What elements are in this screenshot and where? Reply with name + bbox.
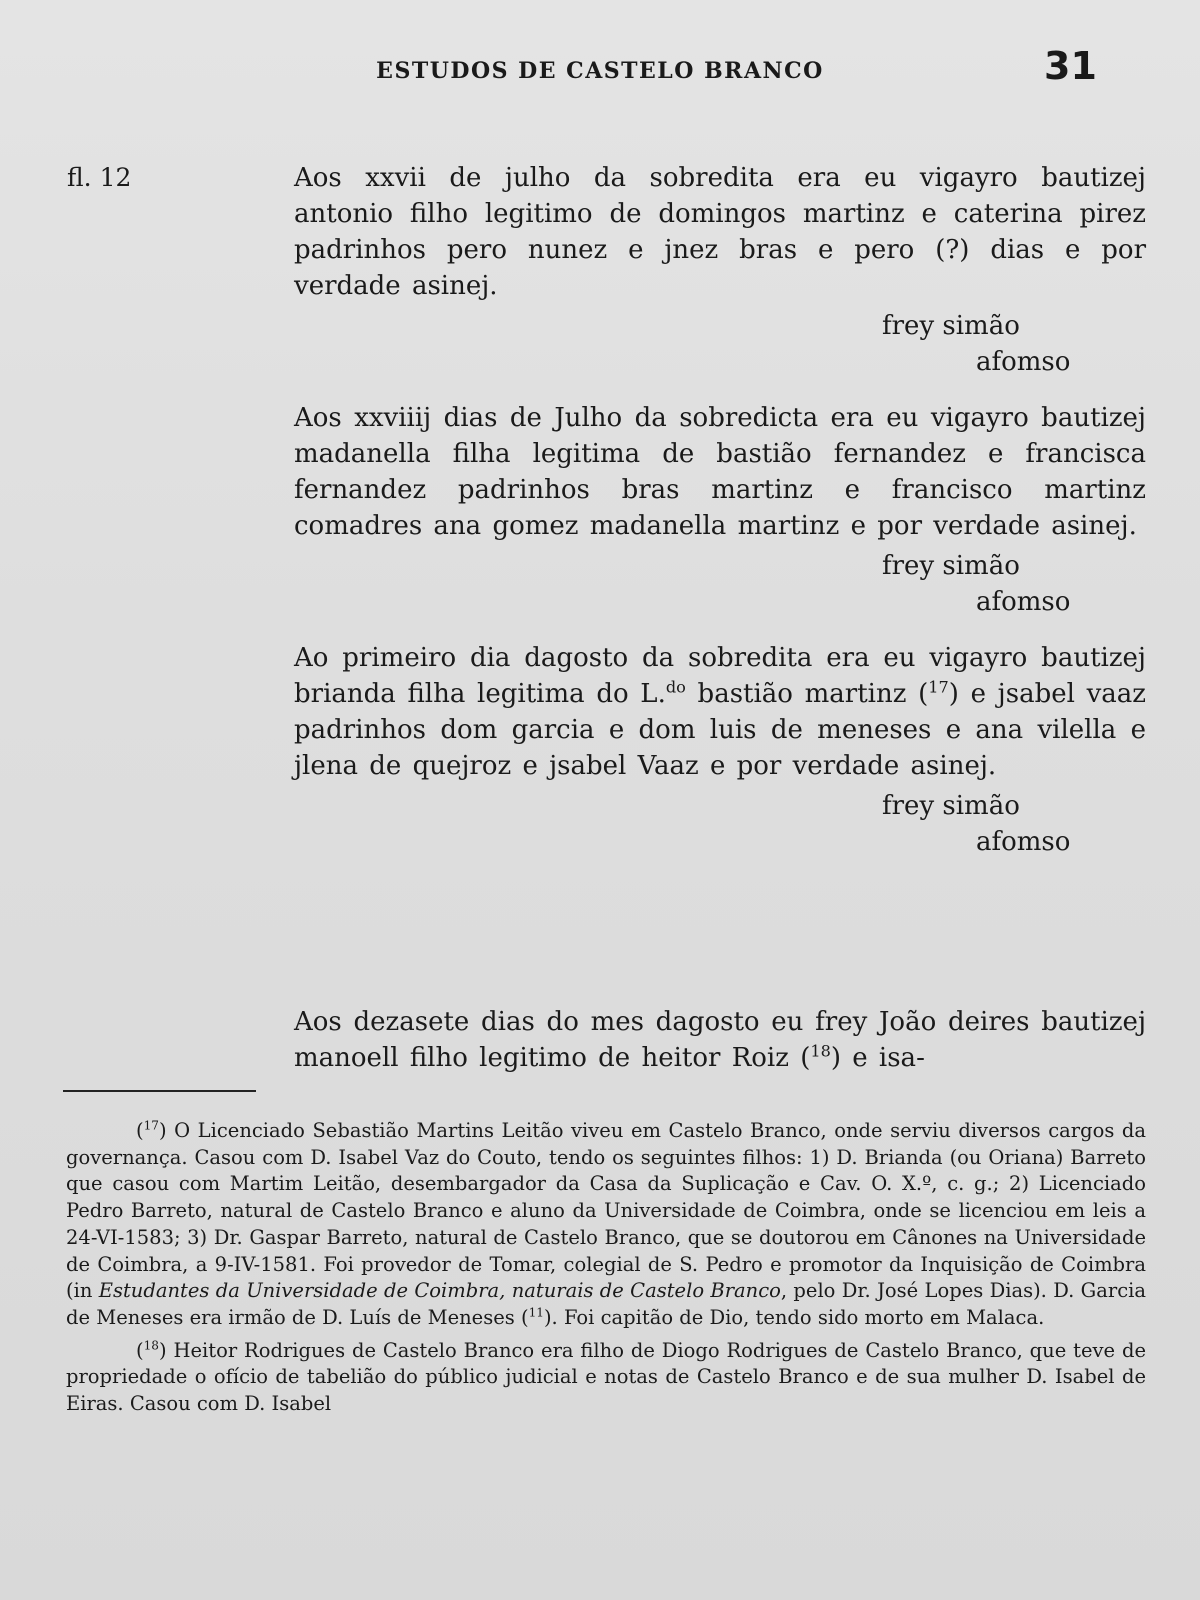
entry-text-part: bastião martinz ( — [685, 679, 929, 709]
footnote-18: ($^{18}$) Heitor Rodrigues de Castelo Branco era filho de Diogo Rodrigues de Castelo Branco, que teve de propriedade o ofício de tabelião do público judicial e notas de Castelo Branco e de sua mulher D. Isabel de Eiras. Casou com D. Isabel — [66, 1338, 1146, 1416]
footnote-ref: 17 — [928, 677, 949, 697]
signature-block — [294, 788, 1146, 860]
entry-text-part: ) e jsabel vaaz padrinhos dom garcia e dom luis de meneses e ana vilella e jlena de quejroz e jsabel Vaaz e por verdade asinej. — [294, 679, 1146, 781]
continued-entry-text — [294, 1004, 1146, 1076]
footnote-text: , pelo Dr. José Lopes Dias). D. Garcia de Meneses era irmão de D. Luís de Meneses ( — [66, 1279, 1146, 1329]
signature-surname: afomso — [976, 587, 1071, 617]
footnote-17: ($^{17}$) O Licenciado Sebastião Martins Leitão viveu em Castelo Branco, onde serviu diversos cargos da governança. Casou com D. Isabel Vaz do Couto, tendo os seguintes filhos: 1) D. Brianda (ou Oriana) Barreto que casou com Martim Leitão, desembargador da Casa da Suplicação e Cav. O. X.º, c. g.; 2) Licenciado Pedro Barreto, natural de Castelo Branco e aluno da Universidade de Coimbra, onde se licenciou em leis a 24-VI-1583; 3) Dr. Gaspar Barreto, natural de Castelo Branco, que se doutorou em Cânones na Universidade de Coimbra, a 9-IV-1581. Foi provedor de Tomar, colegial de S. Pedro e promotor da Inquisição de Coimbra (in Estudantes da Universidade de Coimbra, naturais de Castelo Branco, pelo Dr. José Lopes Dias). D. Garcia de Meneses era irmão de D. Luís de Meneses ($^{11}$). Foi capitão de Dio, tendo sido morto em Malaca. — [66, 1118, 1146, 1329]
footnote-text: ). Foi capitão de Dio, tendo sido morto em Malaca. — [543, 1305, 1045, 1329]
page-number: 31 — [1044, 44, 1097, 88]
signature-name: frey simão — [882, 791, 1020, 821]
footnotes — [66, 1118, 1146, 1424]
entry-text — [294, 640, 1146, 784]
abbreviation-superscript: do — [665, 677, 686, 697]
entry-text: Aos xxviiij dias de Julho da sobredicta era eu vigayro bautizej madanella filha legitima de bastião fernandez e francisca fernandez padrinhos bras martinz e francisco martinz comadres ana gomez madanella martinz e por verdade asinej. — [294, 403, 1146, 541]
signature-name: frey simão — [882, 551, 1020, 581]
footnote-number: 18 — [143, 1338, 159, 1353]
entry-text: Aos xxvii de julho da sobredita era eu vigayro bautizej antonio filho legitimo de domingos martinz e caterina pirez padrinhos pero nunez e jnez bras e pero (?) dias e por verdade asinej. — [294, 163, 1146, 301]
signature-surname: afomso — [976, 347, 1071, 377]
footnote-citation-title: Estudantes da Universidade de Coimbra, naturais de Castelo Branco — [98, 1279, 781, 1303]
baptism-entry — [294, 160, 1146, 380]
entry-text-part: ) e isa- — [830, 1043, 925, 1073]
footnote-number: 17 — [143, 1118, 159, 1133]
folio-marker: fl. 12 — [67, 163, 132, 192]
signature-block — [294, 548, 1146, 620]
baptism-entries — [294, 160, 1146, 880]
running-title: ESTUDOS DE CASTELO BRANCO — [376, 58, 824, 84]
signature-surname: afomso — [976, 827, 1071, 857]
footnote-text: ) O Licenciado Sebastião Martins Leitão viveu em Castelo Branco, onde serviu diversos cargos da governança. Casou com D. Isabel Vaz do Couto, tendo os seguintes filhos: 1) D. Brianda (ou Oriana) Barreto que casou com Martim Leitão, desembargador da Casa da Suplicação e Cav. O. X.º, c. g.; 2) Licenciado Pedro Barreto, natural de Castelo Branco e aluno da Universidade de Coimbra, onde se licenciou em leis a 24-VI-1583; 3) Dr. Gaspar Barreto, natural de Castelo Branco, que se doutorou em Cânones na Universidade de Coimbra, a 9-IV-1581. Foi provedor de Tomar, colegial de S. Pedro e promotor da Inquisição de Coimbra (in — [66, 1119, 1146, 1303]
baptism-entry — [294, 400, 1146, 620]
footnote-ref: 18 — [810, 1041, 831, 1061]
entry-text-part: Ao primeiro dia dagosto da sobredita era eu vigayro bautizej brianda filha legitima do L. — [294, 643, 1146, 709]
footnote-text: ) Heitor Rodrigues de Castelo Branco era filho de Diogo Rodrigues de Castelo Branco, que teve de propriedade o ofício de tabelião do público judicial e notas de Castelo Branco e de sua mulher D. Isabel de Eiras. Casou com D. Isabel — [66, 1338, 1146, 1416]
footnote-separator — [63, 1090, 256, 1092]
signature-name: frey simão — [882, 311, 1020, 341]
entry-text-part: Aos dezasete dias do mes dagosto eu frey João deires bautizej manoell filho legitimo de heitor Roiz ( — [294, 1007, 1146, 1073]
signature-block — [294, 308, 1146, 380]
baptism-entry — [294, 640, 1146, 860]
cross-reference: 11 — [528, 1305, 544, 1320]
